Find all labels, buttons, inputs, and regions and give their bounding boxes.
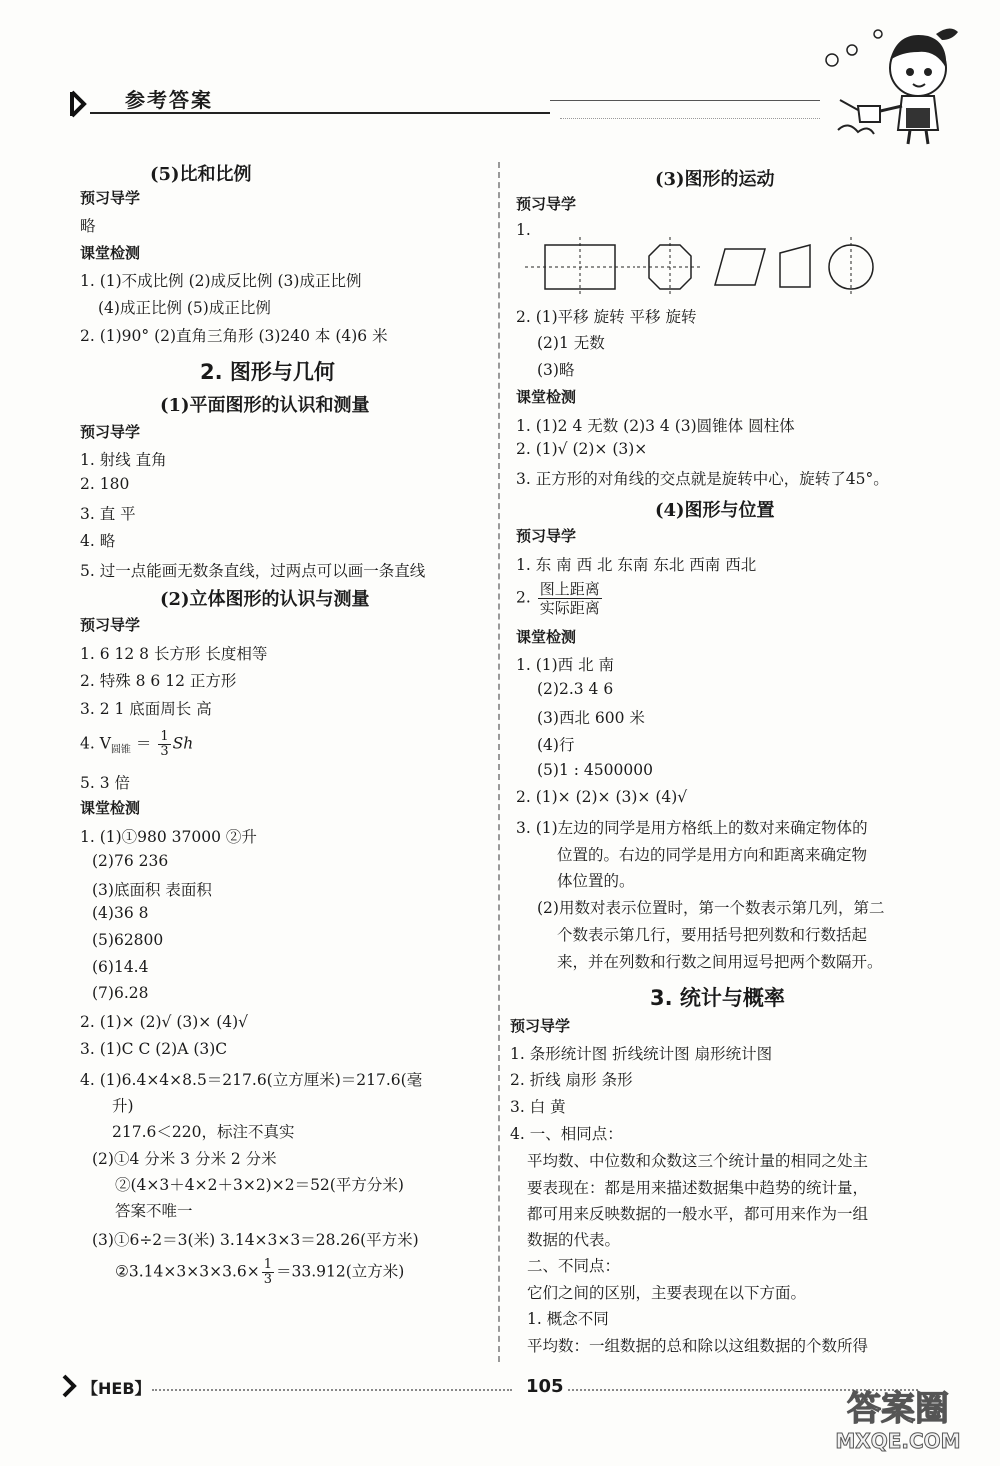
answer-line: 1. (1)①980 37000 ②升	[80, 828, 257, 846]
answer-line: 3. 正方形的对角线的交点就是旋转中心，旋转了45°。	[516, 470, 889, 488]
text-row	[516, 553, 756, 575]
text-row	[650, 982, 785, 1012]
text-row	[537, 706, 645, 728]
section-heading: 2. 图形与几何	[200, 360, 335, 384]
text-row	[655, 496, 775, 522]
formula-suffix: ＝33.912(立方米)	[276, 1262, 405, 1281]
text-row	[80, 502, 136, 524]
text-row	[510, 1122, 623, 1144]
section-subheading: 预习导学	[80, 189, 141, 207]
answer-line: 2. (1)× (2)√ (3)× (4)√	[80, 1013, 249, 1031]
text-row	[115, 1173, 404, 1195]
answer-line: 数据的代表。	[527, 1231, 621, 1249]
fraction	[158, 730, 170, 759]
text-row	[80, 269, 361, 291]
answer-line: 2. (1)× (2)× (3)× (4)√	[516, 788, 688, 806]
fraction-denominator: 实际距离	[539, 599, 600, 617]
text-row	[527, 1254, 620, 1276]
page-number: 105	[526, 1376, 564, 1397]
text-row	[516, 525, 576, 546]
text-row	[112, 1120, 294, 1142]
cone-volume-formula	[80, 730, 193, 759]
text-row	[80, 324, 388, 346]
cone-volume-calculation	[115, 1258, 404, 1287]
watermark-logo	[808, 1382, 986, 1454]
text-row	[537, 680, 613, 698]
answer-line: 2. (1)√ (2)× (3)×	[516, 440, 648, 458]
text-row	[516, 788, 687, 806]
footer-tab-icon	[62, 1374, 80, 1398]
answer-line: 位置的。右边的同学是用方向和距离来确定物	[557, 846, 868, 864]
text-row	[80, 475, 129, 493]
text-row	[80, 614, 140, 635]
header-title: 参考答案	[125, 88, 213, 112]
text-row	[98, 296, 271, 318]
text-row	[160, 585, 370, 611]
text-row	[80, 771, 130, 793]
fraction	[262, 1258, 274, 1287]
text-row	[516, 386, 576, 407]
mascot-illustration	[818, 20, 968, 150]
text-row	[115, 1199, 193, 1221]
text-row	[516, 414, 795, 436]
answer-line: 来，并在列数和行数之间用逗号把两个数隔开。	[557, 953, 883, 971]
answer-line: ②(4×3＋4×2＋3×2)×2＝52(平方分米)	[115, 1176, 404, 1194]
answer-line: (2)1 无数	[537, 334, 605, 352]
section-heading: (1)平面图形的认识和测量	[160, 395, 370, 416]
section-subheading: 预习导学	[510, 1017, 571, 1035]
answer-line: (5)62800	[92, 931, 164, 949]
section-heading: (5)比和比例	[150, 164, 252, 185]
answer-line: 2. (1)90° (2)直角三角形 (3)240 本 (4)6 米	[80, 327, 388, 345]
answer-line: 3. 直 平	[80, 505, 136, 523]
text-row	[557, 843, 867, 865]
section-subheading: 预习导学	[516, 195, 577, 213]
section-heading: (4)图形与位置	[655, 500, 775, 521]
parallelogram-figure	[715, 249, 765, 285]
text-row	[516, 653, 614, 675]
answer-line: 3. (1)C C (2)A (3)C	[80, 1040, 228, 1058]
answer-line: 1. 射线 直角	[80, 451, 167, 469]
text-row	[80, 642, 267, 664]
text-row	[80, 214, 96, 236]
watermark-graphic	[808, 1382, 986, 1454]
fraction-numerator: 1	[160, 729, 169, 744]
answer-line: 它们之间的区别，主要表现在以下方面。	[527, 1284, 807, 1302]
watermark-top-text: 答案圈	[847, 1389, 949, 1429]
formula-prefix: 4. V	[80, 734, 111, 753]
text-row	[516, 467, 889, 489]
answer-line: (2)用数对表示位置时，第一个数表示第几列，第二	[537, 899, 885, 917]
series-code: 【HEB】	[82, 1379, 151, 1398]
answer-line: 都可用来反映数据的一般水平，都可用来作为一组	[527, 1205, 869, 1223]
answer-line: 个数表示第几行，要用括号把列数和行数括起	[557, 926, 868, 944]
answer-line: (7)6.28	[92, 984, 149, 1002]
fraction	[538, 580, 602, 617]
text-row	[80, 448, 167, 470]
answer-line: 3. (1)左边的同学是用方格纸上的数对来确定物体的	[516, 819, 868, 837]
text-row	[510, 1042, 772, 1064]
answer-line: (4)成正比例 (5)成正比例	[98, 299, 271, 317]
text-row	[527, 1281, 806, 1303]
formula-subscript: 圆锥	[110, 744, 131, 756]
answer-line: 217.6＜220，标注不真实	[112, 1123, 295, 1141]
text-row	[80, 187, 140, 208]
text-row	[510, 1015, 570, 1036]
answer-line: 1.	[516, 221, 531, 239]
text-row	[92, 904, 148, 922]
answer-line: 升)	[112, 1097, 134, 1115]
answer-line: 二、不同点：	[527, 1257, 621, 1275]
text-row	[516, 193, 576, 214]
text-row	[510, 1095, 566, 1117]
header-tab-icon	[70, 90, 92, 118]
text-row	[80, 559, 425, 581]
answer-line: 略	[80, 217, 96, 235]
formula-suffix: Sh	[172, 734, 194, 753]
section-subheading: 课堂检测	[516, 388, 577, 406]
answer-line: 1. 6 12 8 长方形 长度相等	[80, 645, 268, 663]
text-row	[527, 1307, 609, 1329]
text-row	[80, 242, 140, 263]
text-row	[516, 626, 576, 647]
section-heading: (3)图形的运动	[655, 169, 775, 190]
item-number: 2.	[516, 588, 531, 607]
text-row	[92, 931, 163, 949]
answer-line: (2)2.3 4 6	[537, 680, 614, 698]
answer-line: 1. (1)2 4 无数 (2)3 4 (3)圆锥体 圆柱体	[516, 417, 795, 435]
answer-line: 1. 条形统计图 折线统计图 扇形统计图	[510, 1045, 773, 1063]
scale-definition	[516, 580, 604, 617]
answer-line: (2)①4 分米 3 分米 2 分米	[92, 1150, 277, 1168]
formula-equals: ＝	[135, 734, 152, 753]
answer-line: 2. 折线 扇形 条形	[510, 1071, 633, 1089]
answer-line: 2. 特殊 8 6 12 正方形	[80, 672, 237, 690]
section-subheading: 课堂检测	[80, 244, 141, 262]
text-row	[537, 896, 884, 918]
answer-line: (4)36 8	[92, 904, 149, 922]
section-subheading: 预习导学	[80, 423, 141, 441]
text-row	[80, 529, 115, 551]
text-row	[80, 669, 236, 691]
answer-line: 3. 2 1 底面周长 高	[80, 700, 212, 718]
header-rule-thin	[550, 100, 820, 101]
header-rule	[90, 112, 550, 114]
answer-line: 平均数、中位数和众数这三个统计量的相同之处主	[527, 1152, 869, 1170]
text-row	[537, 358, 574, 380]
text-row	[80, 825, 257, 847]
section-subheading: 课堂检测	[80, 799, 141, 817]
text-row	[537, 761, 653, 779]
rectangle-figure	[525, 237, 635, 297]
formula-prefix: ②3.14×3×3×3.6×	[115, 1262, 260, 1281]
text-row	[557, 950, 883, 972]
answer-line: 1. 概念不同	[527, 1310, 609, 1328]
text-row	[527, 1149, 868, 1171]
section-subheading: 预习导学	[80, 616, 141, 634]
text-row	[150, 160, 252, 186]
text-row	[92, 958, 148, 976]
text-row	[92, 984, 148, 1002]
octagon-figure	[637, 237, 703, 297]
answer-line: (3)略	[537, 361, 575, 379]
answer-line: 1. (1)西 北 南	[516, 656, 615, 674]
answer-line: 1. (1)不成比例 (2)成反比例 (3)成正比例	[80, 272, 362, 290]
fraction-numerator: 1	[263, 1257, 273, 1272]
circle-figure	[829, 237, 873, 297]
text-row	[80, 421, 140, 442]
column-divider	[498, 162, 500, 1362]
text-row	[80, 697, 212, 719]
fraction-denominator: 3	[160, 744, 169, 759]
answer-line: (3)底面积 表面积	[92, 881, 212, 899]
text-row	[112, 1094, 134, 1116]
header-dotted-rule	[560, 118, 820, 119]
watermark-bottom-text: MXQE.COM	[835, 1429, 961, 1453]
text-row	[92, 878, 212, 900]
answer-line: 5. 3 倍	[80, 774, 131, 792]
text-row	[516, 305, 696, 327]
section-subheading: 预习导学	[516, 527, 577, 545]
text-row	[200, 356, 335, 386]
section-heading: (2)立体图形的认识与测量	[160, 589, 370, 610]
text-row	[527, 1176, 868, 1198]
answer-line: 答案不唯一	[115, 1202, 193, 1220]
answer-line: (3)①6÷2＝3(米) 3.14×3×3＝28.26(平方米)	[92, 1231, 419, 1249]
answer-line: (6)14.4	[92, 958, 149, 976]
fraction-numerator: 图上距离	[539, 580, 600, 598]
answer-line: (5)1 : 4500000	[537, 761, 653, 779]
footer-dotted-rule-left	[152, 1389, 512, 1391]
answer-line: 4. (1)6.4×4×8.5＝217.6(立方厘米)＝217.6(毫	[80, 1071, 423, 1089]
answer-line: 4. 一、相同点：	[510, 1125, 623, 1143]
answer-line: (3)西北 600 米	[537, 709, 645, 727]
text-row	[80, 797, 140, 818]
answer-line: 平均数：一组数据的总和除以这组数据的个数所得	[527, 1337, 869, 1355]
text-row	[92, 1147, 277, 1169]
text-row	[527, 1334, 868, 1356]
text-row	[160, 391, 370, 417]
text-row	[655, 165, 775, 191]
text-row	[527, 1228, 620, 1250]
fraction-denominator: 3	[263, 1272, 273, 1287]
answer-line: (4)行	[537, 736, 575, 754]
answer-line: 体位置的。	[557, 872, 635, 890]
text-row	[92, 1228, 419, 1250]
answer-line: 3. 白 黄	[510, 1098, 566, 1116]
answer-line: 2. (1)平移 旋转 平移 旋转	[516, 308, 697, 326]
answer-line: (2)76 236	[92, 852, 169, 870]
text-row	[557, 869, 635, 891]
answer-line: 1. 东 南 西 北 东南 东北 西南 西北	[516, 556, 757, 574]
text-row	[510, 1068, 633, 1090]
answer-line: 4. 略	[80, 532, 116, 550]
text-row	[557, 923, 867, 945]
section-subheading: 课堂检测	[516, 628, 577, 646]
text-row	[527, 1202, 868, 1224]
text-row	[92, 852, 168, 870]
trapezoid-figure	[780, 245, 810, 287]
text-row	[80, 1013, 248, 1031]
text-row	[80, 1068, 422, 1090]
text-row	[516, 816, 868, 838]
answer-line: 2. 180	[80, 475, 130, 493]
text-row	[537, 733, 574, 755]
text-row	[516, 440, 647, 458]
answer-line: 5. 过一点能画无数条直线，过两点可以画一条直线	[80, 562, 426, 580]
text-row	[537, 331, 605, 353]
section-heading: 3. 统计与概率	[650, 986, 785, 1010]
answer-line: 要表现在：都是用来描述数据集中趋势的统计量，	[527, 1179, 869, 1197]
shape-figures	[525, 237, 885, 297]
text-row	[80, 1040, 227, 1058]
